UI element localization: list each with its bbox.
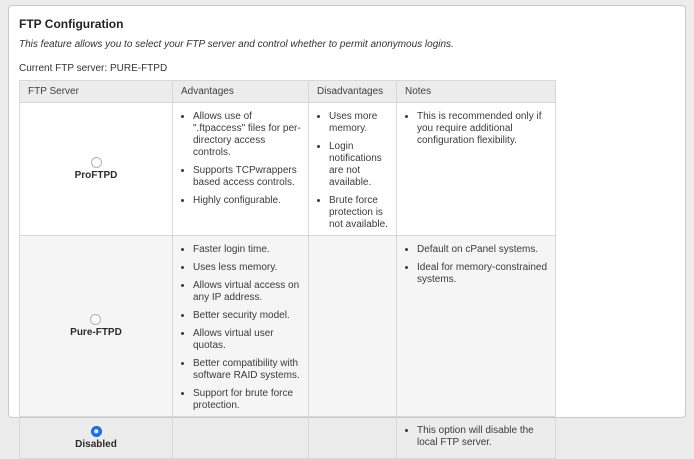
radio-disabled[interactable] bbox=[91, 426, 102, 437]
column-header-advantages: Advantages bbox=[173, 81, 309, 103]
page-title: FTP Configuration bbox=[19, 17, 124, 31]
advantages-cell-pureftpd bbox=[173, 236, 309, 417]
bullet-item: • This option will disable the local FTP server. bbox=[417, 425, 549, 449]
current-server-label: Current FTP server: bbox=[19, 63, 108, 74]
bullet-item: • This is recommended only if you require additional configuration flexibility. bbox=[417, 111, 549, 147]
radio-pureftpd[interactable] bbox=[90, 314, 101, 325]
column-header-ftp-server: FTP Server bbox=[20, 81, 173, 103]
table-header-row bbox=[20, 81, 556, 103]
column-header-notes: Notes bbox=[397, 81, 556, 103]
disadvantages-list bbox=[315, 111, 390, 231]
disadvantages-cell-proftpd bbox=[309, 103, 397, 236]
notes-list bbox=[403, 425, 549, 449]
server-cell-pureftpd bbox=[20, 236, 173, 417]
bullet-item: • Allows use of ".ftpaccess" files for per-directory access controls. bbox=[193, 111, 302, 159]
bullet-item: • Login notifications are not available. bbox=[329, 141, 390, 189]
server-label-disabled: Disabled bbox=[75, 438, 117, 450]
bullet-item: • Faster login time. bbox=[193, 244, 302, 256]
bullet-item: • Better security model. bbox=[193, 310, 302, 322]
bullet-item: • Supports TCPwrappers based access controls. bbox=[193, 165, 302, 189]
advantages-list bbox=[179, 111, 302, 207]
advantages-cell-disabled bbox=[173, 417, 309, 459]
disadvantages-cell-disabled bbox=[309, 417, 397, 459]
bullet-item: • Default on cPanel systems. bbox=[417, 244, 549, 256]
bullet-item: • Support for brute force protection. bbox=[193, 388, 302, 412]
current-server-value: PURE-FTPD bbox=[109, 63, 168, 74]
notes-list bbox=[403, 111, 549, 147]
column-header-disadvantages: Disadvantages bbox=[309, 81, 397, 103]
server-cell-proftpd bbox=[20, 103, 173, 236]
server-label-proftpd: ProFTPD bbox=[74, 170, 118, 181]
server-cell-disabled bbox=[20, 417, 173, 459]
ftp-configuration-panel bbox=[8, 5, 686, 450]
notes-cell-disabled bbox=[397, 417, 556, 459]
table-row-proftpd bbox=[20, 103, 556, 236]
bullet-item: • Highly configurable. bbox=[193, 195, 302, 207]
notes-list bbox=[403, 244, 549, 286]
notes-cell-proftpd bbox=[397, 103, 556, 236]
radio-proftpd[interactable] bbox=[91, 157, 102, 168]
ftp-server-table bbox=[19, 80, 556, 459]
bullet-item: • Ideal for memory-constrained systems. bbox=[417, 262, 549, 286]
bullet-item: • Uses more memory. bbox=[329, 111, 390, 135]
bullet-item: • Allows virtual user quotas. bbox=[193, 328, 302, 352]
notes-cell-pureftpd bbox=[397, 236, 556, 417]
disadvantages-cell-pureftpd bbox=[309, 236, 397, 417]
bullet-item: • Better compatibility with software RAID systems. bbox=[193, 358, 302, 382]
advantages-list bbox=[179, 244, 302, 412]
bullet-item: • Allows virtual access on any IP address. bbox=[193, 280, 302, 304]
server-label-pureftpd: Pure-FTPD bbox=[70, 327, 122, 338]
table-row-disabled bbox=[20, 417, 556, 459]
table-row-pureftpd bbox=[20, 236, 556, 417]
advantages-cell-proftpd bbox=[173, 103, 309, 236]
bullet-item: • Uses less memory. bbox=[193, 262, 302, 274]
page-description: This feature allows you to select your FTP server and control whether to permit anonymous logins. bbox=[19, 39, 454, 50]
current-ftp-server-line bbox=[19, 63, 675, 74]
bullet-item: • Brute force protection is not available. bbox=[329, 195, 390, 231]
